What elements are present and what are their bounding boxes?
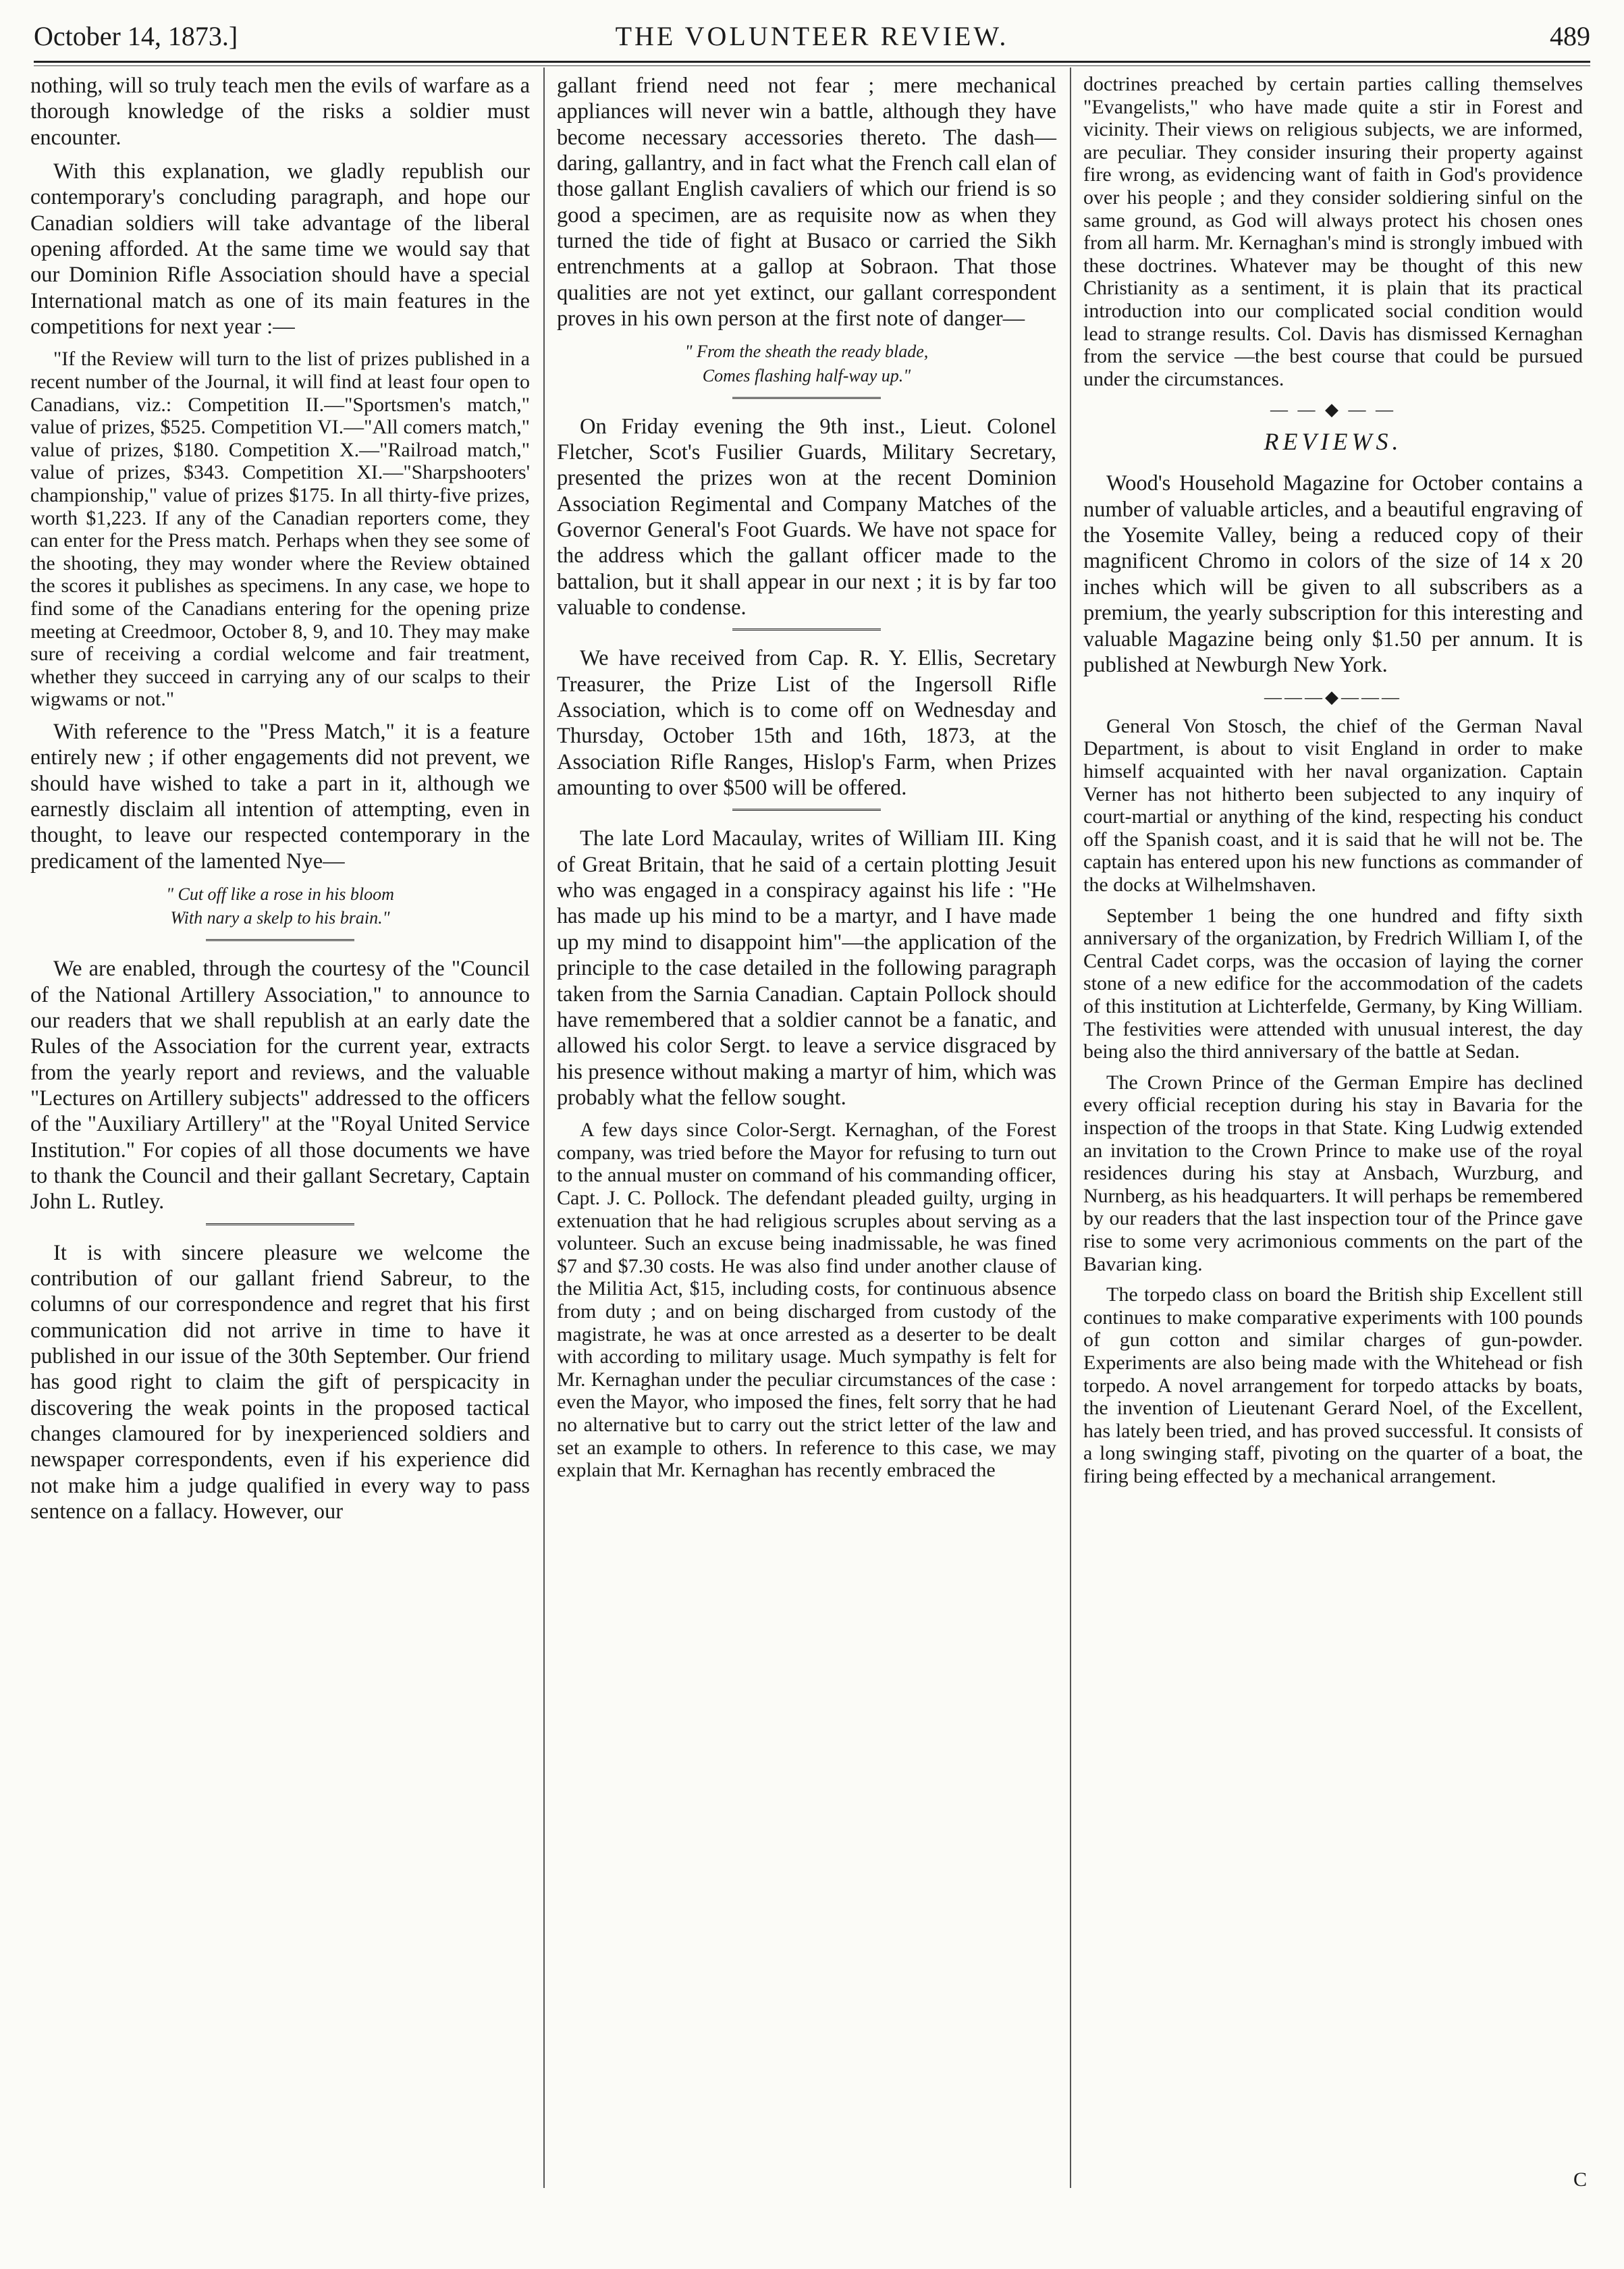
footer-mark: C bbox=[1573, 2168, 1587, 2191]
page-number: 489 bbox=[1550, 21, 1590, 51]
paragraph: gallant friend need not fear ; mere mechanical appliances will never win a battle, although they have become necessary accessories thereto. The dash—daring, gallantry, and in fact what the French call elan of those gallant English cavaliers of which our friend is so good a specimen, are as requisite now as when they turned the tide of fight at Busaco or carried the Sikh entrenchments at a gallop at Sobraon. That those qualities are not yet extinct, our gallant correspondent proves in his own person at the first note of danger— bbox=[557, 74, 1056, 331]
column-1 bbox=[30, 73, 530, 1532]
paragraph: The late Lord Macaulay, writes of William III. King of Great Britain, that he said of a certain plotting Jesuit who was engaged in a conspiracy against his life : "He has made up his mind to be a martyr, and I have made up my mind to disappoint him"—the application of the principle to the case detailed in the following paragraph taken from the Sarnia Canadian. Captain Pollock should have remembered that a soldier cannot be a fanatic, and allowed his color Sergt. to leave a service disgraced by his presence without making a martyr of him, which was probably what the fellow sought. bbox=[557, 826, 1056, 1110]
section-separator bbox=[732, 397, 881, 402]
paragraph: It is with sincere pleasure we welcome the contribution of our gallant friend Sabreur, to the columns of our correspondence and regret that his first communication did not arrive in time to have it published in our issue of the 30th September. Our friend has good right to claim the gift of perspicacity in discovering the weak points in the proposed tactical changes clamoured for by inexperienced soldiers and newspaper correspondents, even if his experience did not make him a judge qualified in every way to pass sentence on a fallacy. However, our bbox=[30, 1240, 530, 1524]
ornament-separator: — — ◆ — — bbox=[1270, 400, 1396, 420]
paragraph: With reference to the "Press Match," it is a feature entirely new ; if other engagements did not prevent, we should have wished to take a part in it, although we earnestly disclaim all intention of attempting, even in thought, to leave our respected contemporary in the predicament of the lamented Nye— bbox=[30, 719, 530, 874]
paragraph: doctrines preached by certain parties calling themselves "Evangelists," who have made quite a stir in Forest and vicinity. Their views on religious subjects, we are informed, are peculiar. They consider insuring their property against fire wrong, as evidencing want of faith in God's providence over his people ; and they consider soldiering sinful on the same ground, as God will always protect his chosen ones from all harm. Mr. Kernaghan's mind is strongly imbued with these doctrines. Whatever may be thought of this new Christianity as a sentiment, it is plain that its practical introduction into our complicated social condition would lead to strange results. Col. Davis has dismissed Kernaghan from the service —the best course that could be pursued under the circumstances. bbox=[1083, 73, 1583, 390]
paragraph: Wood's Household Magazine for October contains a number of valuable articles, and a beautiful engraving of the Yosemite Valley, being a reduced copy of their magnificent Chromo in colors of the size of 14 x 20 inches which will be given to all subscribers as a premium, the yearly subscription for this interesting and valuable Magazine being only $1.50 per annum. It is published at Newburgh New York. bbox=[1083, 471, 1583, 677]
column-2 bbox=[557, 73, 1056, 1490]
verse-quote bbox=[30, 882, 530, 930]
column-3 bbox=[1083, 73, 1583, 1495]
paragraph: With this explanation, we gladly republish our contemporary's concluding paragraph, and hope our Canadian soldiers will take advantage of the liberal opening afforded. At the same time we would say that our Dominion Rifle Association should have a special International match as one of its main features in the competitions for next year :— bbox=[30, 159, 530, 340]
verse-line: With nary a skelp to his brain." bbox=[170, 908, 390, 928]
paragraph: The Crown Prince of the German Empire has declined every official reception during his stay in Bavaria for the inspection of the troops in that State. King Ludwig extended an invitation to the Crown Prince to make use of the royal residences during his stay at Ansbach, Wurzburg, and Nurnberg, as his headquarters. It will perhaps be remembered by our readers that the last inspection tour of the Prince gave rise to some very acrimonious comments on the part of the Bavarian king. bbox=[1083, 1071, 1583, 1275]
header-rule bbox=[34, 61, 1590, 63]
paragraph: September 1 being the one hundred and fifty sixth anniversary of the organization, by Fredrich William I, of the Central Cadet corps, was the occasion of laying the corner stone of a new edifice for the accommodation of the cadets of this institution at Lichterfelde, Germany, by King William. The festivities were attended with unusual interest, the day being also the third anniversary of the battle at Sedan. bbox=[1083, 904, 1583, 1063]
verse-line: " From the sheath the ready blade, bbox=[684, 342, 929, 362]
paragraph: A few days since Color-Sergt. Kernaghan, of the Forest company, was tried before the Mayor for refusing to turn out to the annual muster on command of his commanding officer, Capt. J. C. Pollock. The defendant pleaded guilty, urging in extenuation that he had religious scruples about serving as a volunteer. Such an excuse being inadmissable, he was fined $7 and $7.30 costs. He was also find under another clause of the Militia Act, $15, including costs, for continuous absence from duty ; and on being discharged from custody of the magistrate, he was at once arrested as a deserter to be dealt with according to military usage. Much sympathy is felt for Mr. Kernaghan under the peculiar circumstances of the case : even the Mayor, who imposed the fines, felt sorry that he had no alternative but to carry out the strict letter of the law and set an example to others. In reference to this case, we may explain that Mr. Kernaghan has recently embraced the bbox=[557, 1119, 1056, 1482]
column-divider bbox=[543, 68, 545, 2188]
paragraph: General Von Stosch, the chief of the German Naval Department, is about to visit England in order to make himself acquainted with her naval organization. Captain Verner has not hitherto been subjected to any inquiry of court-martial or anything of the kind, respecting his conduct off the Spanish coast, and it is said that he will not be. The captain has entered upon his new functions as commander of the docks at Wilhelmshaven. bbox=[1083, 714, 1583, 897]
verse-line: Comes flashing half-way up." bbox=[702, 365, 911, 385]
issue-date: October 14, 1873.] bbox=[34, 21, 238, 51]
paragraph: The torpedo class on board the British ship Excellent still continues to make comparative experiments with 100 pounds of gun cotton and similar charges of gun-powder. Experiments are also being made with the Whitehead or fish torpedo. A novel arrangement for torpedo attacks by boats, the invention of Lieutenant Gerard Noel, of the Excellent, has lately been tried, and has proved successful. It consists of a long swinging staff, pivoting on the quarter of a boat, the firing being effected by a mechanical arrangement. bbox=[1083, 1283, 1583, 1487]
paragraph: We have received from Cap. R. Y. Ellis, Secretary Treasurer, the Prize List of the Ingersoll Rifle Association, which is to come off on Wednesday and Thursday, October 15th and 16th, 1873, at the Association Rifle Ranges, Hislop's Farm, when Prizes amounting to over $500 will be offered. bbox=[557, 646, 1056, 801]
publication-title: THE VOLUNTEER REVIEW. bbox=[615, 21, 1009, 51]
column-divider bbox=[1070, 68, 1071, 2188]
verse-quote bbox=[557, 340, 1056, 387]
section-title-reviews: REVIEWS. bbox=[1264, 427, 1403, 455]
section-separator bbox=[206, 939, 354, 944]
page-header bbox=[34, 20, 1590, 61]
paragraph: We are enabled, through the courtesy of the "Council of the National Artillery Association," to announce to our readers that we shall republish at an early date the Rules of the Association for the current year, extracts from the yearly report and reviews, and the valuable "Lectures on Artillery subjects" addressed to the officers of the "Auxiliary Artillery" at the "Royal United Service Institution." For copies of all those documents we have to thank the Council and their gallant Secretary, Captain John L. Rutley. bbox=[30, 957, 530, 1214]
paragraph: On Friday evening the 9th inst., Lieut. Colonel Fletcher, Scot's Fusilier Guards, Military Secretary, presented the prizes won at the recent Dominion Association Regimental and Company Matches of the Governor General's Foot Guards. We have not space for the address which the gallant officer made to the battalion, but it shall appear in our next ; it is by far too valuable to condense. bbox=[557, 414, 1056, 620]
paragraph: nothing, will so truly teach men the evils of warfare as a thorough knowledge of the risks a soldier must encounter. bbox=[30, 74, 530, 150]
verse-line: " Cut off like a rose in his bloom bbox=[166, 884, 394, 904]
section-separator bbox=[732, 809, 881, 813]
quoted-paragraph: "If the Review will turn to the list of prizes published in a recent number of the Journal, it will find at least four open to Canadians, viz.: Competition II.—"Sportsmen's match," value of prizes, $525. Competition VI.—"All comers match," value of prizes, $180. Competition X.—"Railroad match," value of prizes, $343. Competition XI.—"Sharpshooters' championship," value of prizes $175. In all thirty-five prizes, worth $1,223. If any of the Canadian reporters come, they can enter for the Press match. Perhaps when they see some of the shooting, they may wonder where the Review obtained the scores it publishes as specimens. In any case, we hope to find some of the Canadians entering for the opening prize meeting at Creedmoor, October 8, 9, and 10. They may make sure of receiving a cordial welcome and fair treatment, whether they succeed in carrying any of our scalps to their wigwams or not." bbox=[30, 348, 530, 711]
section-separator bbox=[732, 629, 881, 633]
ornament-separator: ———◆——— bbox=[1264, 687, 1402, 708]
header-rule-thin bbox=[34, 65, 1590, 66]
section-separator bbox=[206, 1223, 354, 1228]
